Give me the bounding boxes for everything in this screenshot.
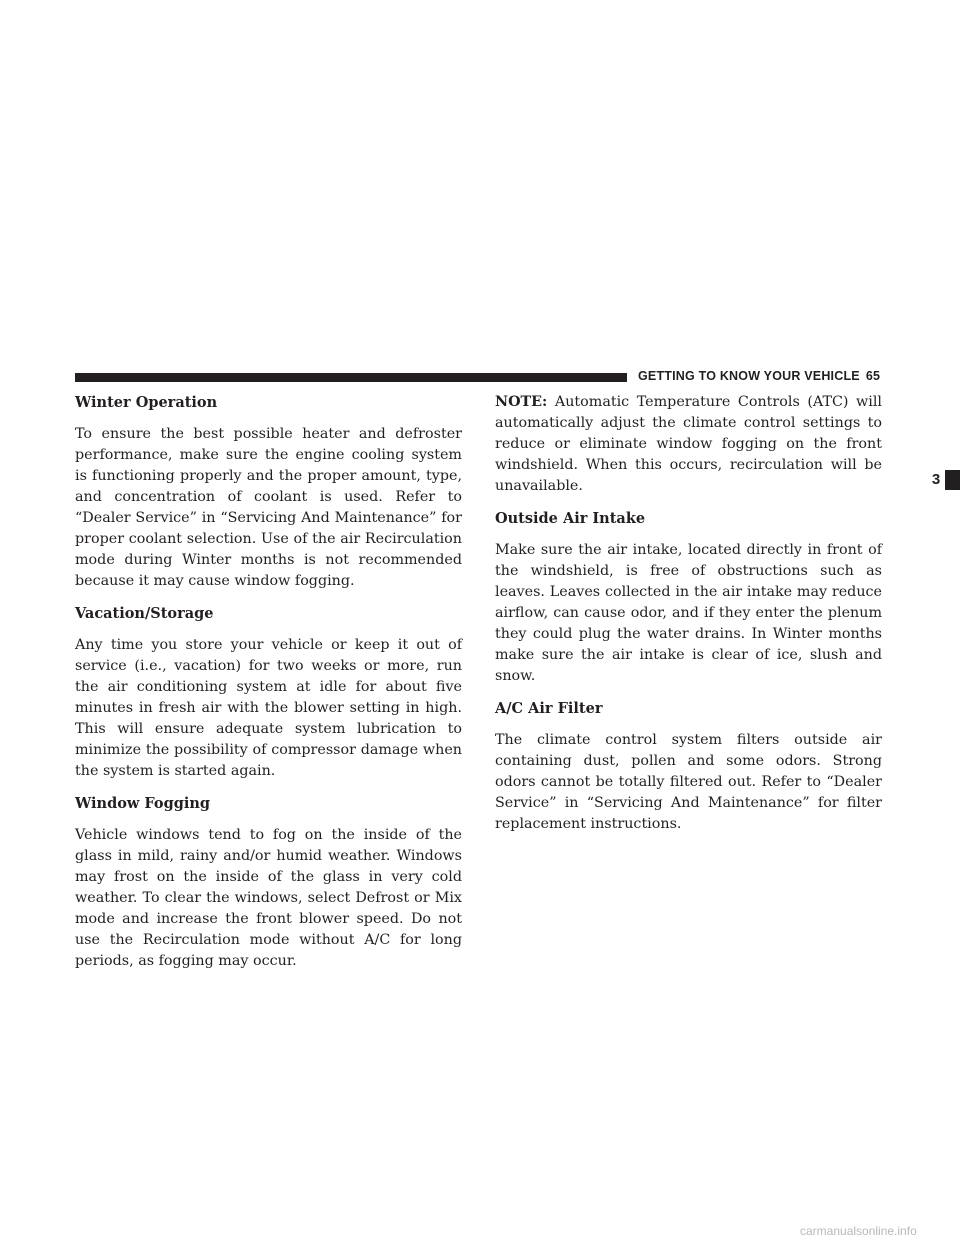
heading-ac-air-filter: A/C Air Filter <box>495 700 603 717</box>
watermark: carmanualsonline.info <box>800 1224 917 1238</box>
heading-outside-air-intake: Outside Air Intake <box>495 510 646 527</box>
heading-window-fogging: Window Fogging <box>75 795 211 812</box>
section-title: GETTING TO KNOW YOUR VEHICLE <box>638 369 860 383</box>
header-rule <box>75 373 627 382</box>
chapter-number: 3 <box>931 471 941 488</box>
paragraph-vacation-storage: Any time you store your vehicle or keep it out of service (i.e., vacation) for two weeks or more, run the air conditioning system at idle for about five minutes in fresh air with the blower setting in high. This will ensure adequate system lubrication to minimize the possibility of compressor damage when the system is started again. <box>75 637 462 779</box>
heading-winter-operation: Winter Operation <box>75 394 218 411</box>
paragraph-outside-air-intake: Make sure the air intake, located directly in front of the windshield, is free of obstructions such as leaves. Leaves collected in the air intake may reduce airflow, can cause odor, and if they enter the plenum they could plug the water drains. In Winter months make sure the air intake is clear of ice, slush and snow. <box>495 542 882 684</box>
paragraph-window-fogging: Vehicle windows tend to fog on the inside of the glass in mild, rainy and/or humid weather. Windows may frost on the inside of the glass in very cold weather. To clear the windows, select Defrost or Mix mode and increase the front blower speed. Do not use the Recirculation mode without A/C for long periods, as fogging may occur. <box>75 827 462 969</box>
heading-vacation-storage: Vacation/Storage <box>75 605 214 622</box>
paragraph-ac-air-filter: The climate control system filters outside air containing dust, pollen and some odors. Strong odors cannot be totally filtered out. Refer to “Dealer Service” in “Servicing And Maintenance” for filter replacement instructions. <box>495 732 882 832</box>
right-column <box>495 392 882 846</box>
note-text: Automatic Temperature Controls (ATC) will automatically adjust the climate control settings to reduce or eliminate window fogging on the front windshield. When this occurs, recirculation will be unavailable. <box>495 394 882 494</box>
running-header <box>638 369 880 383</box>
note-label: NOTE: <box>495 394 548 410</box>
note-paragraph <box>495 392 882 497</box>
paragraph-winter-operation: To ensure the best possible heater and defroster performance, make sure the engine cooling system is functioning properly and the proper amount, type, and concentration of coolant is used. Refer to “Dealer Service” in “Servicing And Maintenance” for proper coolant selection. Use of the air Recirculation mode during Winter months is not recommended because it may cause window fogging. <box>75 426 462 589</box>
page-number: 65 <box>865 369 881 383</box>
left-column <box>75 392 462 983</box>
chapter-tab <box>945 470 960 490</box>
